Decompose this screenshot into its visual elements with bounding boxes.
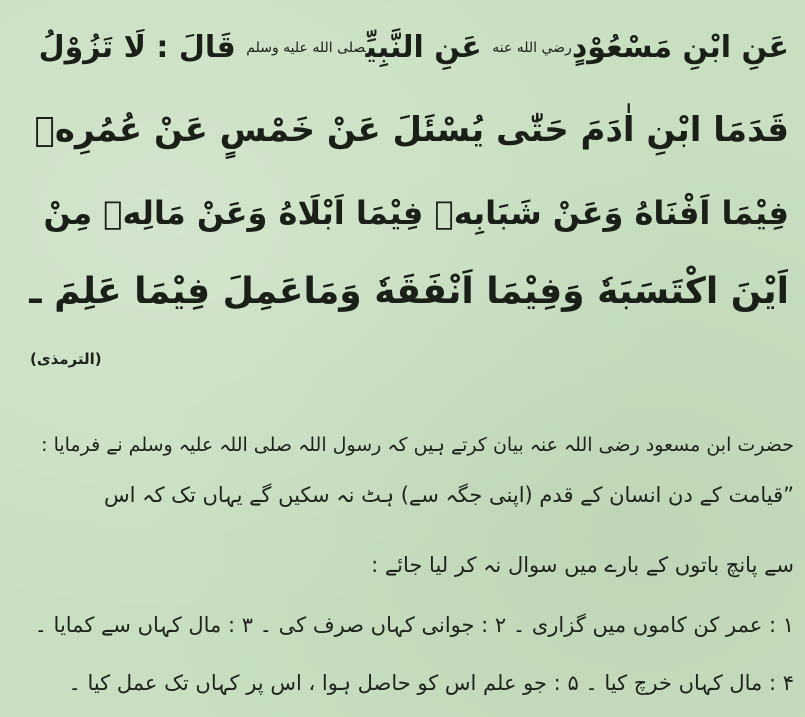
urdu-translation-line-1: حضرت ابن مسعود رضی اللہ عنہ بیان کرتے ہیں کہ رسول اللہ صلی اللہ علیہ وسلم نے فرمایا : <box>41 434 794 456</box>
honorific-salawat: صلى الله عليه وسلم <box>246 40 366 56</box>
urdu-translation-line-3: سے پانچ باتوں کے بارے میں سوال نہ کر لیا جائے : <box>371 553 794 577</box>
honorific-radiallahu: رضي الله عنه <box>492 40 572 56</box>
hadith-arabic-line-3: فِيْمَا اَفْنَاهُ وَعَنْ شَبَابِهٖ فِيْمَا اَبْلَاهُ وَعَنْ مَالِهٖ مِنْ <box>43 194 789 232</box>
hadith-arabic-line-2: قَدَمَا ابْنِ اٰدَمَ حَتّٰى يُسْئَلَ عَنْ خَمْسٍ عَنْ عُمُرِهٖ <box>34 110 789 150</box>
hadith-line-1-part-3: قَالَ : لَا تَزُوْلُ <box>38 30 236 65</box>
hadith-arabic-line-1 <box>24 18 789 78</box>
hadith-line-1-part-1: عَنِ ابْنِ مَسْعُوْدٍ <box>571 30 789 65</box>
hadith-source-reference: (الترمذی) <box>30 350 102 368</box>
hadith-line-1-part-2: عَنِ النَّبِيِّ <box>365 30 482 65</box>
urdu-list-line-2: ۴ : مال کہاں خرچ کیا ۔ ۵ : جو علم اس کو حاصل ہوا ، اس پر کہاں تک عمل کیا ۔ <box>68 671 794 695</box>
urdu-translation-line-2: ”قیامت کے دن انسان کے قدم (اپنی جگہ سے) ہٹ نہ سکیں گے یہاں تک کہ اس <box>104 483 794 507</box>
hadith-arabic-line-4: اَيْنَ اكْتَسَبَهٗ وَفِيْمَا اَنْفَقَهٗ وَمَاعَمِلَ فِيْمَا عَلِمَ ـ <box>29 271 789 312</box>
urdu-list-line-1: ۱ : عمر کن کاموں میں گزاری ۔ ۲ : جوانی کہاں صرف کی ۔ ۳ : مال کہاں سے کمایا ۔ <box>34 613 794 637</box>
